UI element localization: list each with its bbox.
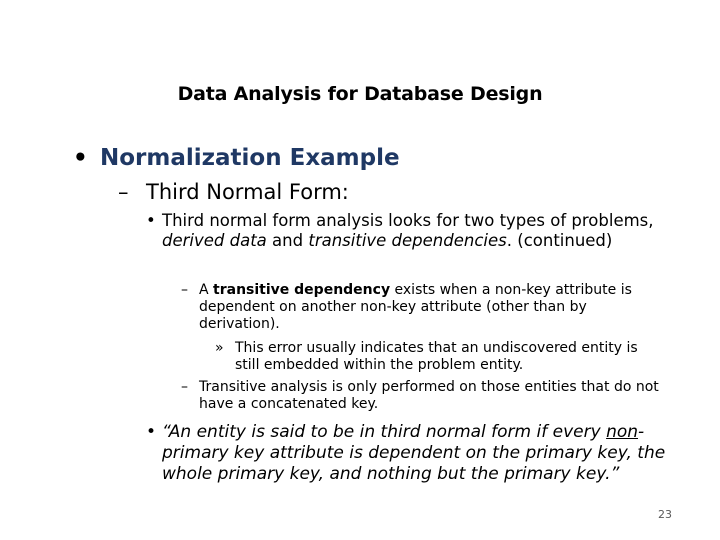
text-run: A xyxy=(199,282,214,298)
bullet-analysis-description xyxy=(146,211,666,251)
bullet-dash: – xyxy=(181,282,188,298)
bullet-undiscovered-entity xyxy=(215,340,665,374)
level1-text: Normalization Example xyxy=(100,145,400,171)
bullet-normalization-example xyxy=(73,145,400,171)
analysis-description-text xyxy=(146,211,666,251)
text-run: exists when a non-key attribute is dependent on another non-key attribute (other than by derivation). xyxy=(199,282,632,332)
text-run: . (continued) xyxy=(506,231,613,250)
bullet-third-normal-form-quote xyxy=(146,422,666,485)
strong-transitive-dependency: transitive dependency xyxy=(213,282,391,298)
underlined-non: non xyxy=(606,422,639,442)
bullet-transitive-dependency-definition xyxy=(181,282,671,333)
bullet-dot: • xyxy=(146,422,157,442)
text-run: -primary key attribute is dependent on the primary key, the whole primary key, and nothing but the primary key.” xyxy=(162,422,666,484)
bullet-third-normal-form xyxy=(118,180,349,204)
bullet-dot: • xyxy=(146,211,156,230)
bullet-dash: – xyxy=(118,180,129,204)
slide-title: Data Analysis for Database Design xyxy=(177,83,543,105)
text-run: and xyxy=(266,231,309,250)
bullet-transitive-analysis xyxy=(181,379,671,413)
page-number: 23 xyxy=(658,508,672,521)
bullet-dash: – xyxy=(181,379,188,395)
text-run: Third normal form analysis looks for two types of problems, xyxy=(162,211,654,230)
quote-text xyxy=(146,422,666,485)
undiscovered-entity-text: This error usually indicates that an undiscovered entity is still embedded within the problem entity. xyxy=(235,340,638,373)
transitive-analysis-text: Transitive analysis is only performed on those entities that do not have a concatenated key. xyxy=(199,379,659,412)
level2-text: Third Normal Form: xyxy=(146,180,349,204)
text-run: “An entity is said to be in third normal form if every xyxy=(162,422,607,442)
transitive-dependency-text xyxy=(181,282,671,333)
bullet-chevron: » xyxy=(215,340,224,356)
emphasis-transitive-dependencies: transitive dependencies xyxy=(308,231,507,250)
bullet-dot: • xyxy=(73,145,88,171)
emphasis-derived-data: derived data xyxy=(162,231,267,250)
